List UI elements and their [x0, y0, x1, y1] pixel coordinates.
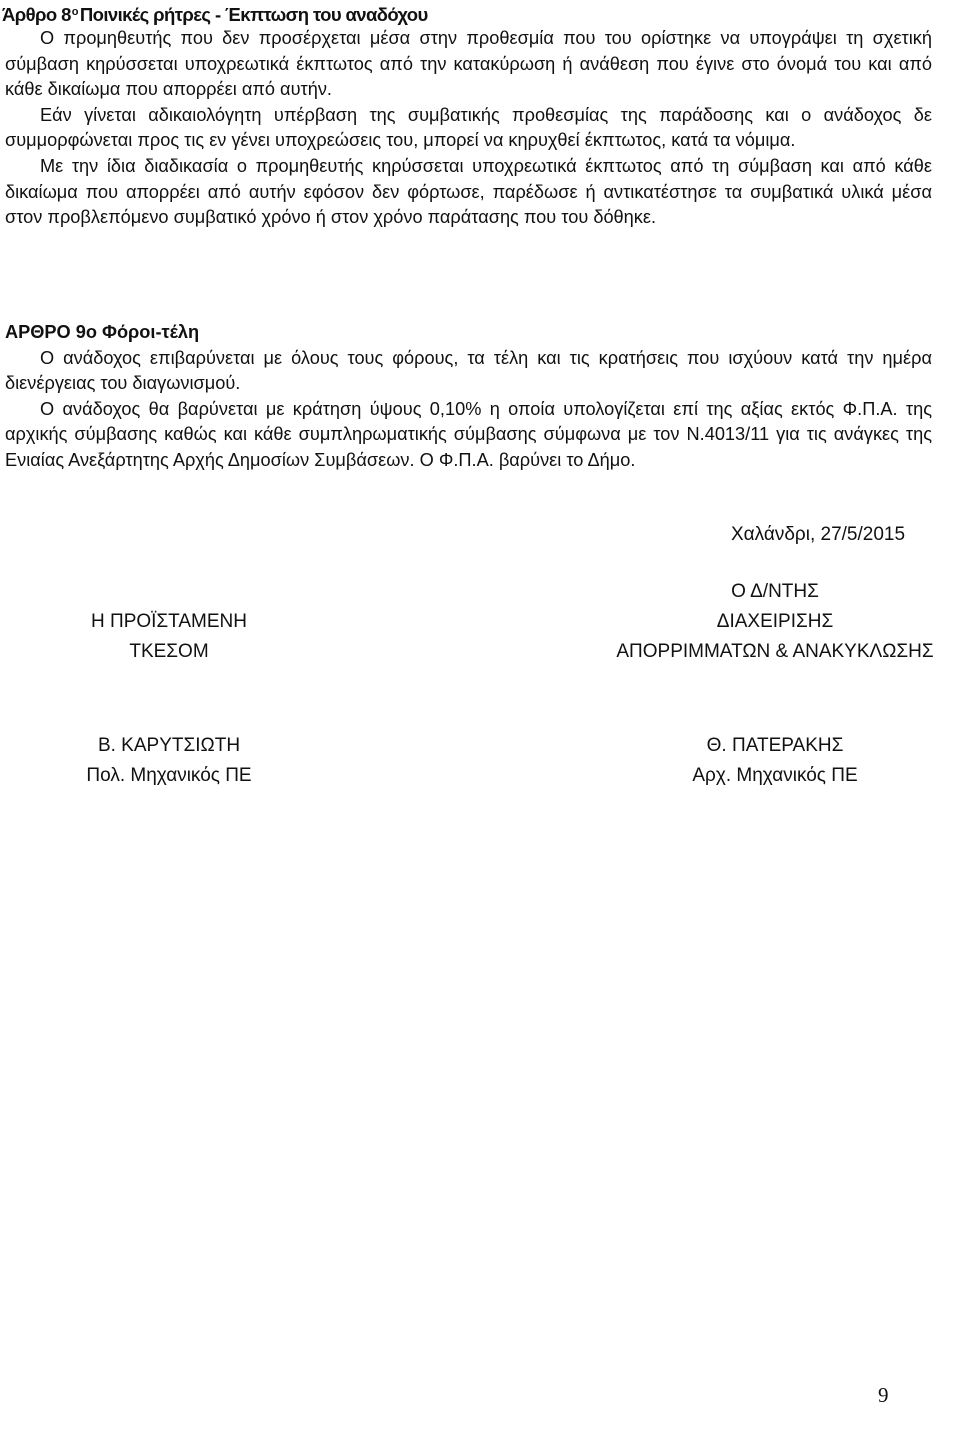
left-signatory-signature	[60, 731, 278, 791]
right-signatory-title-line-1: Ο Δ/ΝΤΗΣ	[731, 581, 819, 602]
article-8-heading-prefix: Άρθρο 8	[2, 4, 71, 25]
date-line: Χαλάνδρι, 27/5/2015	[731, 524, 906, 545]
article-8-paragraph-3: Με την ίδια διαδικασία ο προμηθευτής κηρύσσεται υποχρεωτικά έκπτωτος από τη σύμβαση και από κάθε δικαίωμα που απορρέει από αυτήν εφόσον δεν φόρτωσε, παρέδωσε ή αντικατέστησε τα συμβατικά υλικά μέσα στον προβλεπόμενο συμβατικό χρόνο ή στον χρόνο παράτασης που του δόθηκε.	[5, 155, 932, 228]
page-number: 9	[878, 1383, 889, 1407]
right-signatory-signature	[660, 731, 890, 791]
right-signatory-title	[590, 577, 960, 667]
article-8-heading-title: Ποινικές ρήτρες - Έκπτωση του αναδόχου	[79, 4, 428, 25]
article-8-heading-ordinal: ο	[71, 6, 78, 18]
right-signatory-name: Θ. ΠΑΤΕΡΑΚΗΣ	[706, 735, 844, 756]
right-signatory-title-line-2: ΔΙΑΧΕΙΡΙΣΗΣ	[716, 611, 834, 632]
left-signatory-title-line-2: ΤΚΕΣΟΜ	[129, 641, 209, 662]
right-signatory-role: Αρχ. Μηχανικός ΠΕ	[692, 765, 858, 786]
left-signatory-title	[60, 607, 278, 667]
right-signatory-title-line-3: ΑΠΟΡΡΙΜΜΑΤΩΝ & ΑΝΑΚΥΚΛΩΣΗΣ	[616, 641, 934, 662]
article-8-paragraph-1: Ο προμηθευτής που δεν προσέρχεται μέσα στην προθεσμία που του ορίστηκε να υπογράψει τη σχετική σύμβαση κηρύσσεται υποχρεωτικά έκπτωτος από την κατακύρωση ή ανάθεση που έγινε στο όνομά του και από κάθε δικαίωμα που απορρέει από αυτήν.	[5, 28, 932, 100]
left-signatory-role: Πολ. Μηχανικός ΠΕ	[86, 765, 252, 786]
article-8-body	[5, 26, 932, 231]
article-9-heading: ΑΡΘΡΟ 9ο Φόροι-τέλη	[5, 322, 200, 342]
article-9-body	[5, 320, 932, 474]
left-signatory-title-line-1: Η ΠΡΟΪΣΤΑΜΕΝΗ	[90, 611, 247, 632]
left-signatory-name: Β. ΚΑΡΥΤΣΙΩΤΗ	[97, 735, 241, 756]
article-9-paragraph-2: Ο ανάδοχος θα βαρύνεται με κράτηση ύψους 0,10% η οποία υπολογίζεται επί της αξίας εκτός Φ.Π.Α. της αρχικής σύμβασης καθώς και κάθε συμπληρωματικής σύμβασης σύμφωνα με τον Ν.4013/11 για τις ανάγκες της Ενιαίας Ανεξάρτητης Αρχής Δημοσίων Συμβάσεων. Ο Φ.Π.Α. βαρύνει το Δήμο.	[5, 398, 932, 470]
article-8-heading	[2, 0, 428, 27]
article-9-paragraph-1: Ο ανάδοχος επιβαρύνεται με όλους τους φόρους, τα τέλη και τις κρατήσεις που ισχύουν κατά την ημέρα διενέργειας του διαγωνισμού.	[5, 347, 932, 394]
article-8-paragraph-2: Εάν γίνεται αδικαιολόγητη υπέρβαση της συμβατικής προθεσμίας της παράδοσης και ο ανάδοχος δε συμμορφώνεται προς τις εν γένει υποχρεώσεις του, μπορεί να κηρυχθεί έκπτωτος, κατά τα νόμιμα.	[5, 104, 932, 151]
